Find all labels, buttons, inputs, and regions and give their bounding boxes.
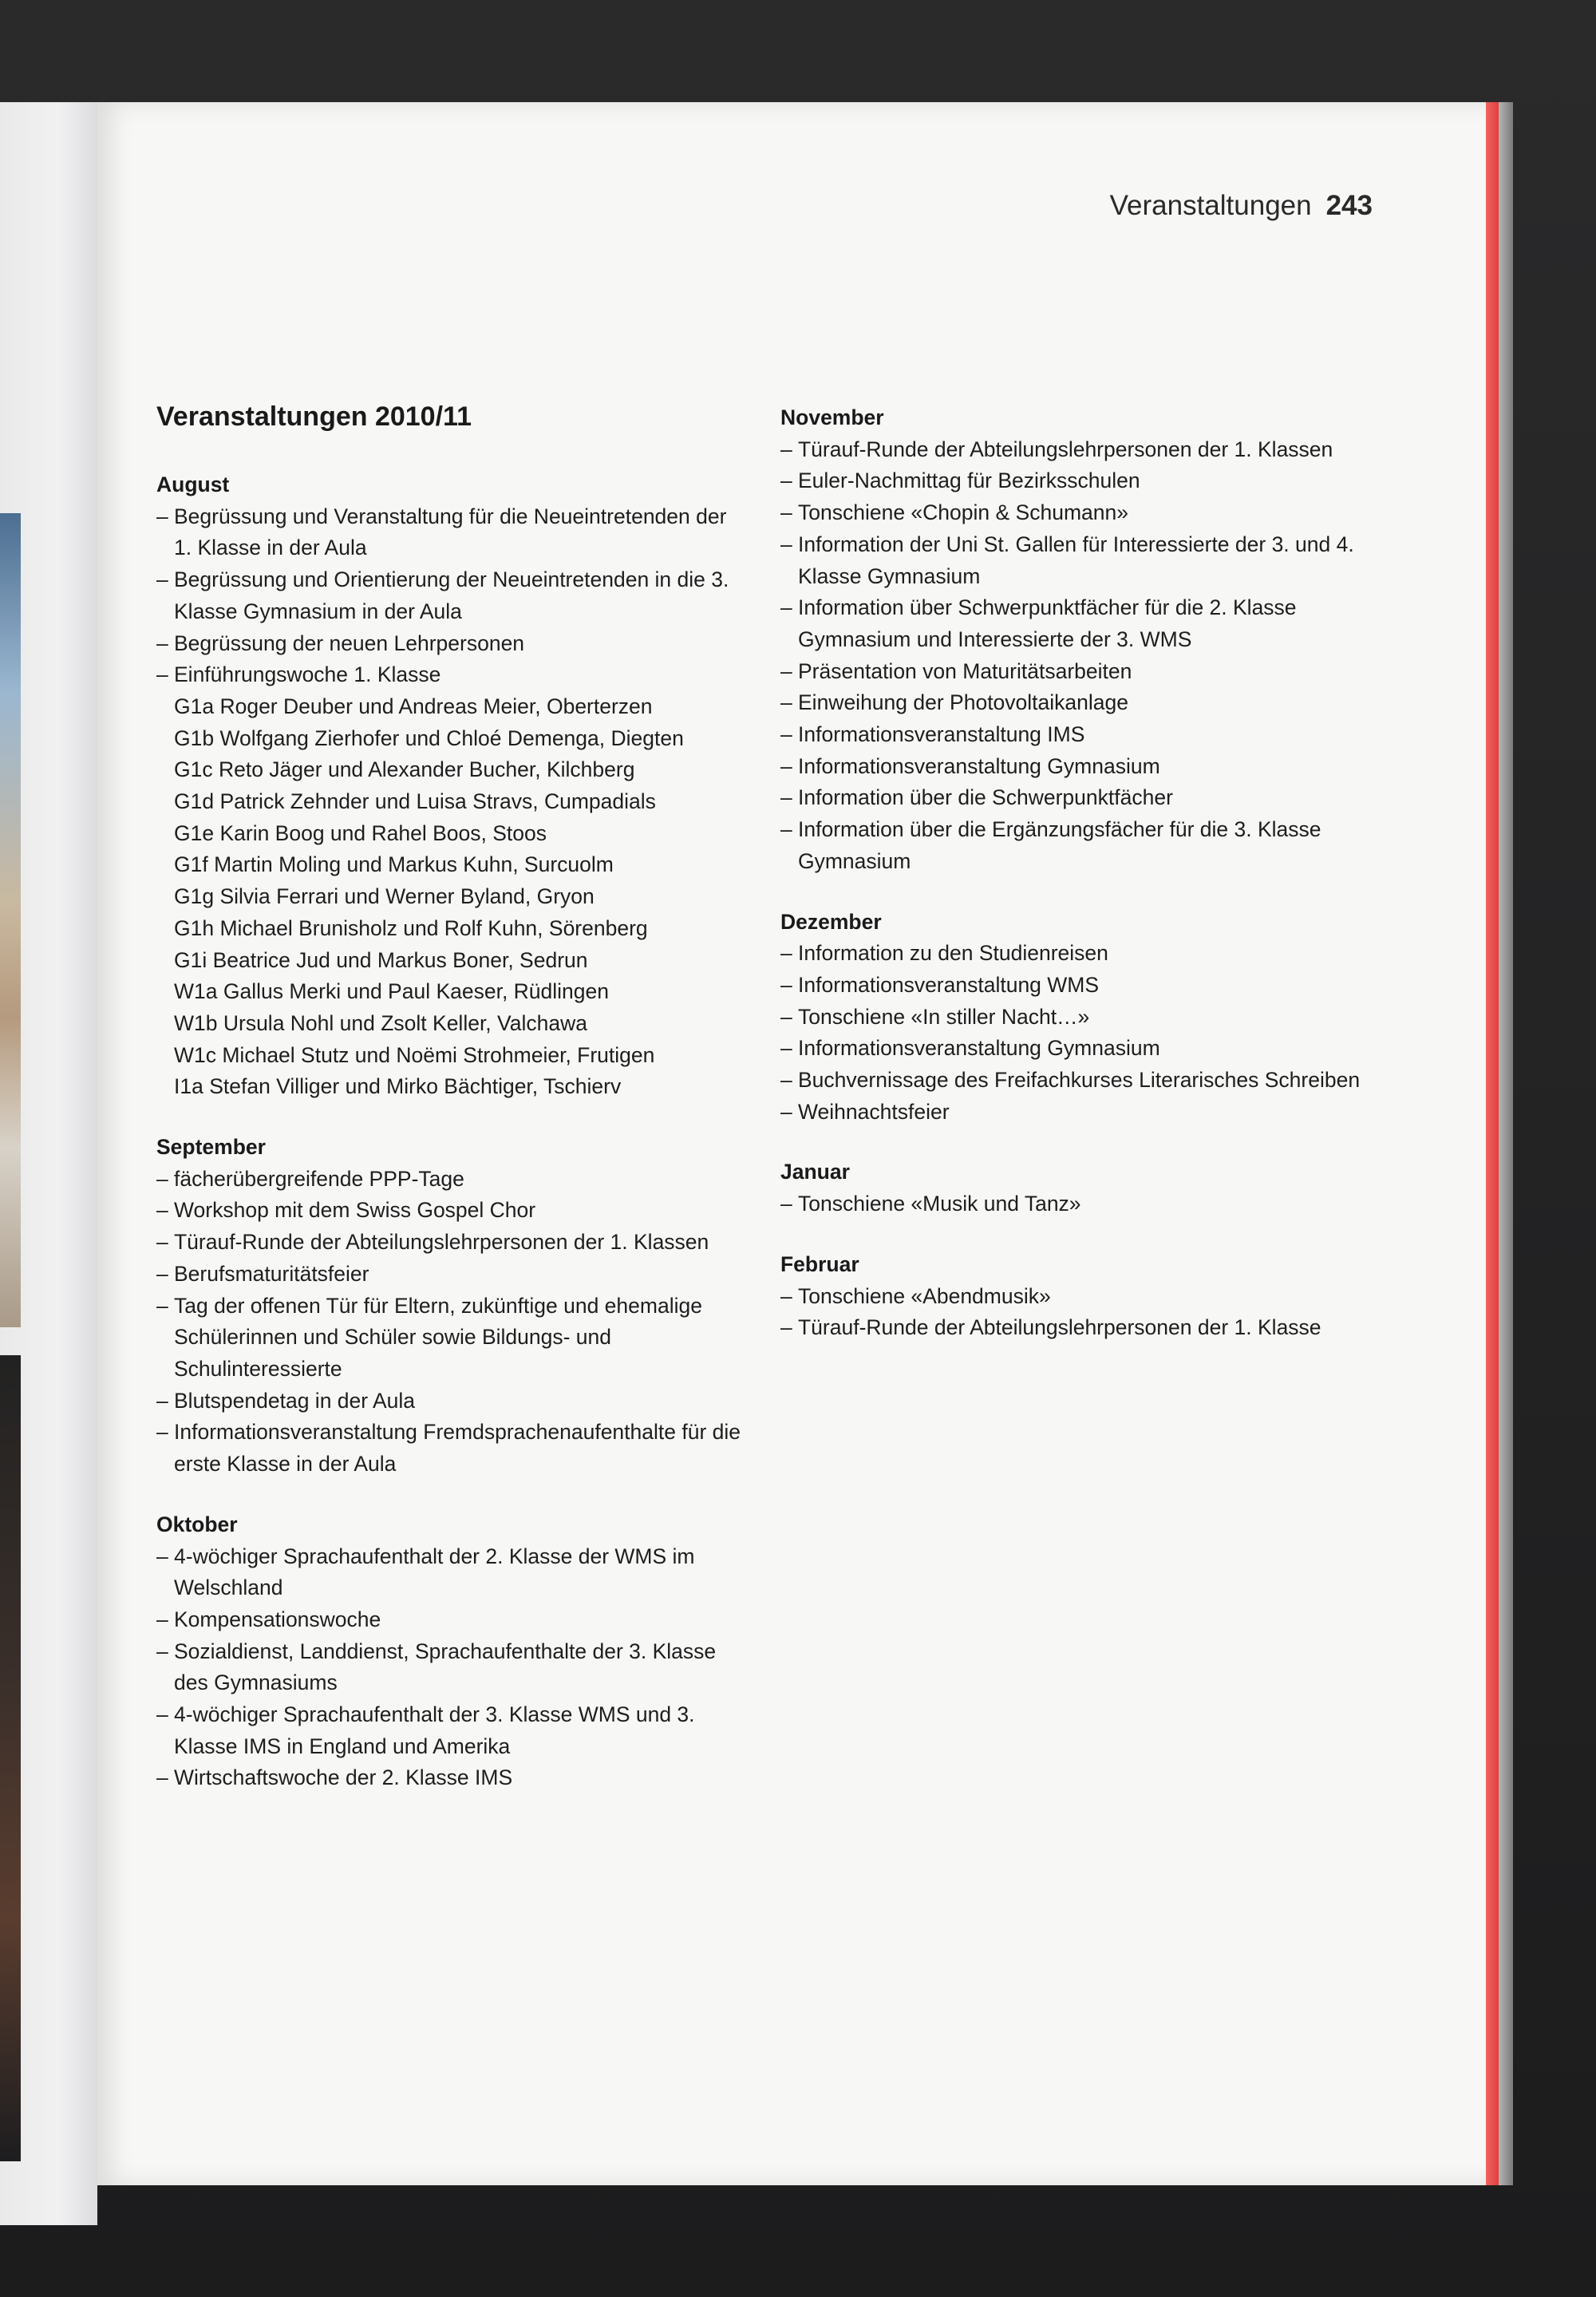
event-list bbox=[780, 1188, 1375, 1220]
event-list-item: – Sozialdienst, Landdienst, Sprachaufenthalte der 3. Klasse des Gymnasiums bbox=[156, 1636, 747, 1699]
left-column bbox=[156, 399, 747, 1823]
previous-page-photo bbox=[0, 513, 21, 1327]
section-heading: Februar bbox=[780, 1251, 859, 1276]
event-list-item: – Informationsveranstaltung Gymnasium bbox=[780, 1033, 1375, 1065]
section-heading: November bbox=[780, 405, 884, 429]
class-list-item: I1a Stefan Villiger und Mirko Bächtiger, Tschierv bbox=[174, 1074, 622, 1099]
event-list-item: – Berufsmaturitätsfeier bbox=[156, 1259, 747, 1291]
class-list-item: G1g Silvia Ferrari und Werner Byland, Gryon bbox=[174, 884, 595, 909]
event-list bbox=[780, 1281, 1375, 1344]
event-list bbox=[156, 1164, 747, 1481]
event-list-item: – Begrüssung und Veranstaltung für die Neueintretenden der 1. Klasse in der Aula bbox=[156, 501, 747, 564]
event-list-item: – fächerübergreifende PPP-Tage bbox=[156, 1164, 747, 1196]
event-list-item: – Wirtschaftswoche der 2. Klasse IMS bbox=[156, 1762, 747, 1794]
section-februar bbox=[780, 1249, 1375, 1344]
event-list-item: – Türauf-Runde der Abteilungslehrpersonen der 1. Klassen bbox=[156, 1227, 747, 1259]
event-list-item: – Information über die Schwerpunktfächer bbox=[780, 782, 1375, 814]
class-list-item: G1i Beatrice Jud und Markus Boner, Sedrun bbox=[174, 947, 588, 972]
event-list-item: – Blutspendetag in der Aula bbox=[156, 1386, 747, 1417]
event-list-item: – Türauf-Runde der Abteilungslehrpersonen der 1. Klasse bbox=[780, 1312, 1375, 1344]
right-column bbox=[780, 402, 1375, 1373]
class-list-item: W1b Ursula Nohl und Zsolt Keller, Valchawa bbox=[174, 1010, 587, 1035]
event-list-item: – Informationsveranstaltung IMS bbox=[780, 719, 1375, 751]
event-list-item: – Einführungswoche 1. Klasse bbox=[156, 659, 747, 691]
class-list-item: G1c Reto Jäger und Alexander Bucher, Kilchberg bbox=[174, 757, 635, 782]
event-list-item: – Kompensationswoche bbox=[156, 1604, 747, 1636]
event-list bbox=[780, 938, 1375, 1128]
event-list-item: – Euler-Nachmittag für Bezirksschulen bbox=[780, 465, 1375, 497]
event-list-item: – Information der Uni St. Gallen für Interessierte der 3. und 4. Klasse Gymnasium bbox=[780, 529, 1375, 592]
event-list-item: – Tonschiene «Musik und Tanz» bbox=[780, 1188, 1375, 1220]
event-list-item: – Begrüssung und Orientierung der Neueintretenden in die 3. Klasse Gymnasium in der Aula bbox=[156, 564, 747, 627]
class-list-item: W1a Gallus Merki und Paul Kaeser, Rüdlingen bbox=[174, 979, 610, 1004]
event-list-item: – Informationsveranstaltung Gymnasium bbox=[780, 751, 1375, 783]
event-list-item: – Informationsveranstaltung Fremdsprachenaufenthalte für die erste Klasse in der Aula bbox=[156, 1417, 747, 1480]
section-heading: Januar bbox=[780, 1160, 850, 1184]
page-title: Veranstaltungen 2010/11 bbox=[156, 401, 472, 432]
event-list-item: – Tag der offenen Tür für Eltern, zukünftige und ehemalige Schülerinnen und Schüler sowie Bildungs- und Schulinteressierte bbox=[156, 1291, 747, 1386]
class-list-item: G1b Wolfgang Zierhofer und Chloé Demenga, Diegten bbox=[174, 725, 684, 750]
event-list-item: – Informationsveranstaltung WMS bbox=[780, 970, 1375, 1002]
event-list-item: – 4-wöchiger Sprachaufenthalt der 2. Klasse der WMS im Welschland bbox=[156, 1541, 747, 1604]
event-list-item: – Workshop mit dem Swiss Gospel Chor bbox=[156, 1195, 747, 1227]
event-list-item: – Türauf-Runde der Abteilungslehrpersonen der 1. Klassen bbox=[780, 434, 1375, 466]
event-list-item: – Information zu den Studienreisen bbox=[780, 938, 1375, 970]
running-head bbox=[1085, 190, 1373, 222]
section-oktober bbox=[156, 1509, 747, 1794]
book-edge bbox=[1499, 102, 1513, 2185]
event-list bbox=[780, 434, 1375, 878]
running-head-title: Veranstaltungen bbox=[1109, 190, 1312, 221]
section-januar bbox=[780, 1156, 1375, 1220]
section-august bbox=[156, 469, 747, 1103]
event-list-item: – Tonschiene «In stiller Nacht…» bbox=[780, 1002, 1375, 1034]
class-list-item: G1h Michael Brunisholz und Rolf Kuhn, Sörenberg bbox=[174, 915, 648, 940]
event-list-item: – Tonschiene «Chopin & Schumann» bbox=[780, 497, 1375, 529]
section-november bbox=[780, 402, 1375, 878]
class-list-item: G1a Roger Deuber und Andreas Meier, Oberterzen bbox=[174, 694, 653, 718]
section-heading: August bbox=[156, 472, 230, 496]
section-dezember bbox=[780, 907, 1375, 1129]
class-list-item: G1e Karin Boog und Rahel Boos, Stoos bbox=[174, 820, 547, 845]
section-heading: September bbox=[156, 1135, 266, 1160]
class-list-item: G1f Martin Moling und Markus Kuhn, Surcuolm bbox=[174, 852, 614, 877]
previous-page-edge bbox=[0, 102, 97, 2225]
section-heading: Dezember bbox=[780, 909, 882, 934]
previous-page-photo-lower bbox=[0, 1355, 21, 2161]
event-list bbox=[156, 501, 747, 1103]
event-list-item: – Einweihung der Photovoltaikanlage bbox=[780, 687, 1375, 719]
class-list-item: G1d Patrick Zehnder und Luisa Stravs, Cumpadials bbox=[174, 789, 656, 814]
event-list-item: – Tonschiene «Abendmusik» bbox=[780, 1281, 1375, 1313]
section-september bbox=[156, 1132, 747, 1481]
page-number: 243 bbox=[1325, 190, 1373, 221]
event-list-item: – 4-wöchiger Sprachaufenthalt der 3. Klasse WMS und 3. Klasse IMS in England und Amerika bbox=[156, 1699, 747, 1762]
event-list-item: – Information über die Ergänzungsfächer für die 3. Klasse Gymnasium bbox=[780, 814, 1375, 877]
event-list-item: – Buchvernissage des Freifachkurses Literarisches Schreiben bbox=[780, 1065, 1375, 1097]
event-list-item: – Präsentation von Maturitätsarbeiten bbox=[780, 656, 1375, 688]
section-heading: Oktober bbox=[156, 1512, 238, 1536]
event-list bbox=[156, 1541, 747, 1795]
event-list-item: – Weihnachtsfeier bbox=[780, 1097, 1375, 1129]
event-list-item: – Begrüssung der neuen Lehrpersonen bbox=[156, 628, 747, 660]
event-list-item: – Information über Schwerpunktfächer für die 2. Klasse Gymnasium und Interessierte der 3. WMS bbox=[780, 592, 1375, 655]
class-list-item: W1c Michael Stutz und Noëmi Strohmeier, Frutigen bbox=[174, 1042, 655, 1067]
